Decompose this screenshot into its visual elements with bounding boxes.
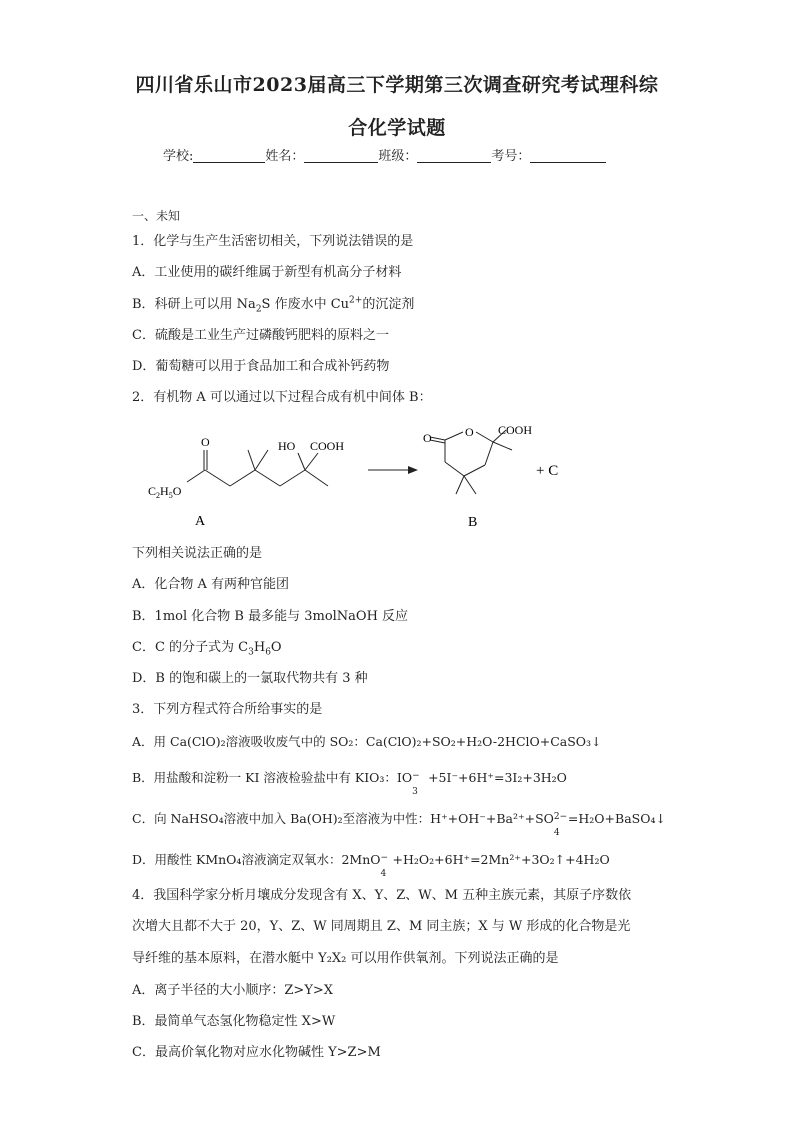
ethoxy-sub2: 5 <box>168 491 173 500</box>
q4-stem-line-2: 次增大且都不大于 20，Y、Z、W 同周期且 Z、M 同主族；X 与 W 形成的化合物是光 <box>132 919 631 934</box>
q4-option-b: B．最简单气态氢化物稳定性 X>W <box>132 1014 336 1029</box>
compound-a-carbonyl-o: O <box>201 435 210 449</box>
q1-b-mid: S 作废水中 Cu <box>261 297 350 312</box>
product-c-label: + C <box>536 463 559 479</box>
q4-stem-line-3: 导纤维的基本原料，在潜水艇中 Y₂X₂ 可以用作供氧剂。下列说法正确的是 <box>132 951 559 966</box>
q1-option-c: C．硫酸是工业生产过磷酸钙肥料的原料之一 <box>132 328 389 343</box>
q2-stem: 2．有机物 A 可以通过以下过程合成有机中间体 B： <box>132 390 432 405</box>
number-label: 考号： <box>491 149 531 164</box>
number-field[interactable] <box>530 148 606 163</box>
q3-c-ion: SO <box>535 811 554 826</box>
q2-option-c <box>132 639 282 657</box>
ethoxy-o: O <box>172 484 182 498</box>
name-label: 姓名： <box>265 149 305 164</box>
q2-c-s1: 3 <box>248 647 254 658</box>
q1-b-sub: 2 <box>255 304 262 315</box>
q2-option-d: D．B 的饱和碳上的一氯取代物共有 3 种 <box>132 671 368 686</box>
q2-c-pre: C．C 的分子式为 C <box>132 640 249 655</box>
class-field[interactable] <box>417 148 491 163</box>
q4-stem-line-1: 4．我国科学家分析月壤成分发现含有 X、Y、Z、W、M 五种主族元素，其原子序数依 <box>132 888 632 903</box>
reaction-arrow <box>368 466 418 474</box>
q1-stem: 1．化学与生产生活密切相关，下列说法错误的是 <box>132 234 414 249</box>
q2-option-b: B．1mol 化合物 B 最多能与 3molNaOH 反应 <box>132 609 409 624</box>
q4-option-a: A．离子半径的大小顺序：Z>Y>X <box>132 983 334 998</box>
compound-a-cooh: COOH <box>310 439 345 453</box>
ethoxy-h: H <box>160 484 169 498</box>
q2-c-end: O <box>270 640 282 655</box>
q3-option-b: B．用盐酸和淀粉一 KI 溶液检验盐中有 KIO₃：IO − 3 +5I⁻+6H⁺=3I₂+3H₂O <box>132 770 567 797</box>
student-info-line <box>163 145 606 164</box>
q2-c-s2: 6 <box>265 647 271 658</box>
reaction-scheme-figure <box>140 420 580 535</box>
q2-sub-stem: 下列相关说法正确的是 <box>132 546 263 561</box>
compound-a-ho: HO <box>278 439 296 453</box>
q1-option-d: D．葡萄糖可以用于食品加工和合成补钙药物 <box>132 359 390 374</box>
q1-option-b <box>132 296 414 314</box>
compound-b-carbonyl-o: O <box>423 431 432 445</box>
compound-b-ring-o: O <box>465 425 474 439</box>
ethoxy-sub1: 2 <box>156 491 161 500</box>
compound-a-skeleton <box>187 450 328 486</box>
q3-option-d: D．用酸性 KMnO₄溶液滴定双氧水：2MnO − 4 +H₂O₂+6H⁺=2Mn²⁺+3O₂↑+4H₂O <box>132 852 610 879</box>
q3-b-pre: B．用盐酸和淀粉一 KI 溶液检验盐中有 KIO₃： <box>132 770 397 785</box>
label-compound-b: B <box>468 515 478 530</box>
school-field[interactable] <box>193 148 265 163</box>
q1-b-pre: B．科研上可以用 Na <box>132 297 256 312</box>
q3-c-pre: C．向 NaHSO₄溶液中加入 Ba(OH)₂至溶液为中性：H⁺+OH⁻+Ba²⁺+ <box>132 811 536 826</box>
q3-option-a: A．用 Ca(ClO)₂溶液吸收废气中的 SO₂：Ca(ClO)₂+SO₂+H₂O-2HClO+CaSO₃↓ <box>132 734 602 749</box>
q1-b-post: 的沉淀剂 <box>362 297 415 312</box>
page-title-line-1: 四川省乐山市2023届高三下学期第三次调查研究考试理科综 <box>135 74 659 96</box>
q3-b-ion: IO <box>396 770 413 785</box>
q3-d-post: +H₂O₂+6H⁺=2Mn²⁺+3O₂↑+4H₂O <box>392 852 610 867</box>
ethoxy-c: C <box>148 484 157 498</box>
label-compound-a: A <box>195 514 206 529</box>
school-label: 学校: <box>163 149 194 164</box>
page-title-line-2: 合化学试题 <box>348 117 446 139</box>
q3-b-post: +5I⁻+6H⁺=3I₂+3H₂O <box>424 770 567 785</box>
q1-option-a: A．工业使用的碳纤维属于新型有机高分子材料 <box>132 265 402 280</box>
q2-option-a: A．化合物 A 有两种官能团 <box>132 577 290 592</box>
q4-option-c: C．最高价氧化物对应水化物碱性 Y>Z>M <box>132 1045 381 1060</box>
q3-option-c: C．向 NaHSO₄溶液中加入 Ba(OH)₂至溶液为中性：H⁺+OH⁻+Ba²⁺+SO 2− 4 =H₂O+BaSO₄↓ <box>132 811 666 838</box>
compound-a-ethoxy <box>148 484 182 500</box>
compound-b-cooh: COOH <box>498 423 533 437</box>
name-field[interactable] <box>304 148 378 163</box>
q3-c-post: =H₂O+BaSO₄↓ <box>567 811 666 826</box>
section-heading: 一、未知 <box>132 209 181 223</box>
compound-b-skeleton <box>430 430 512 494</box>
q2-c-mid: H <box>253 640 266 655</box>
class-label: 班级： <box>378 149 418 164</box>
q3-d-pre: D．用酸性 KMnO₄溶液滴定双氧水：2 <box>132 852 350 867</box>
q3-d-ion: MnO <box>349 852 381 867</box>
q3-stem: 3．下列方程式符合所给事实的是 <box>132 702 323 717</box>
q1-b-sup: 2+ <box>349 295 363 306</box>
